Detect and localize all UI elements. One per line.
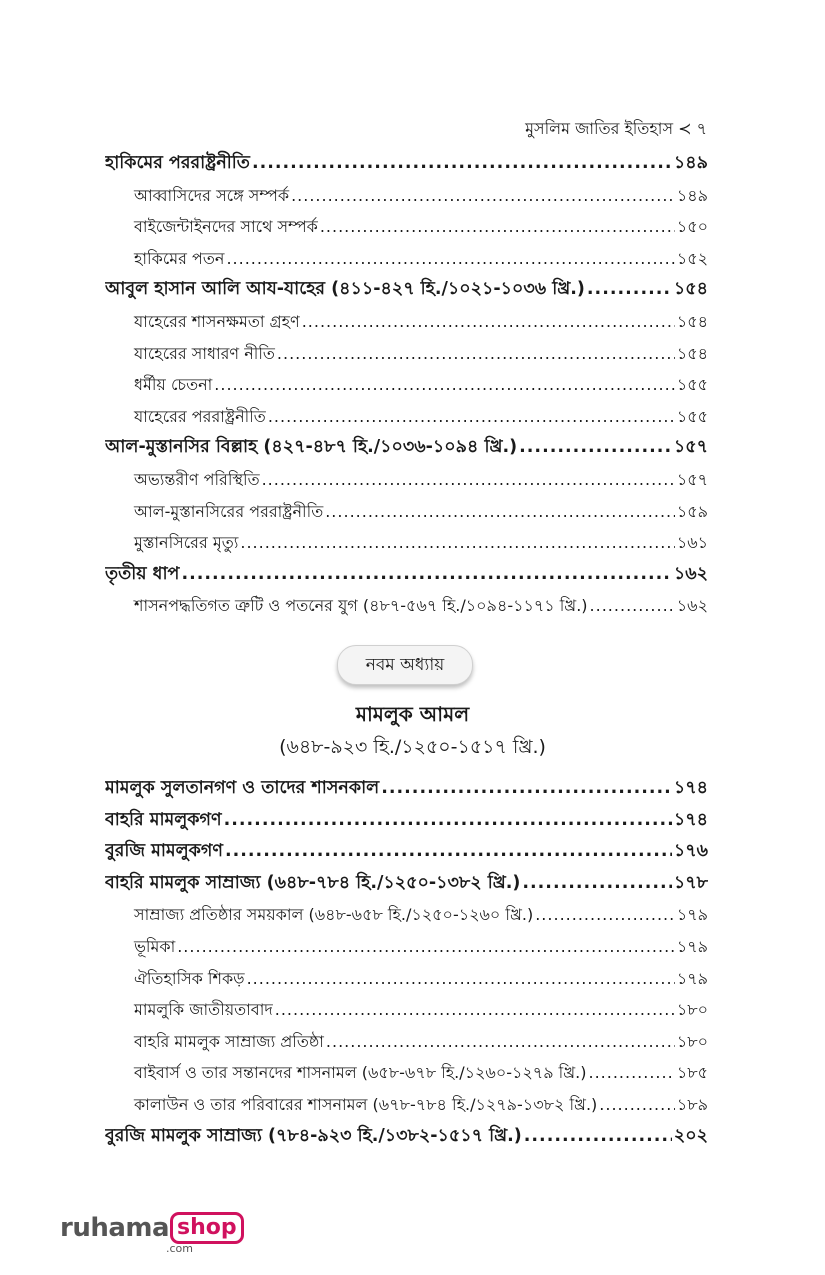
dot-leader	[226, 243, 674, 275]
toc-entry	[105, 836, 708, 868]
toc-entry-page: ১৫৪	[673, 279, 708, 300]
toc-entry-page: ১৫০	[676, 217, 708, 237]
toc-entry-page: ১৭৪	[673, 778, 708, 798]
toc-entry-page: ১৬১	[676, 533, 708, 553]
toc-entry	[105, 931, 708, 963]
toc-entry-page: ১৭৯	[676, 936, 708, 956]
watermark-logo	[60, 1212, 244, 1255]
dot-leader	[240, 527, 674, 559]
toc-entry-title: কালাউন ও তার পরিবারের শাসনামল (৬৭৮-৭৮৪ হি./১২৭৯-১৩৮২ খ্রি.)	[134, 1094, 598, 1114]
toc-list-bottom	[105, 773, 708, 1152]
toc-entry-page: ১৪৯	[673, 153, 708, 173]
dot-leader	[214, 369, 675, 401]
toc-entry-title: মামলুক সুলতানগণ ও তাদের শাসনকাল	[105, 778, 380, 798]
toc-entry-page: ১৭৪	[673, 809, 708, 830]
toc-entry	[105, 1057, 708, 1089]
toc-entry-page: ১৮৫	[676, 1063, 708, 1083]
watermark-brand: ruhama	[60, 1213, 170, 1243]
toc-entry-title: বাহরি মামলুক সাম্রাজ্য (৬৪৮-৭৮৪ হি./১২৫০-১৩৮২ খ্রি.)	[105, 872, 521, 893]
toc-entry	[105, 401, 708, 433]
toc-entry-title: বুরজি মামলুক সাম্রাজ্য (৭৮৪-৯২৩ হি./১৩৮২-১৫১৭ খ্রি.)	[105, 1125, 522, 1146]
toc-entry-title: যাহেরের পররাষ্ট্রনীতি	[134, 406, 266, 426]
dot-leader	[590, 590, 675, 622]
toc-entry-title: আব্বাসিদের সঙ্গে সম্পর্ক	[134, 185, 290, 205]
toc-entry	[105, 1121, 708, 1153]
toc-entry-title: আবুল হাসান আলি আয-যাহের (৪১১-৪২৭ হি./১০২১-১০৩৬ খ্রি.)	[105, 279, 585, 300]
toc-entry-page: ১৭৬	[673, 841, 708, 862]
dot-leader	[326, 1026, 675, 1058]
toc-entry-title: মামলুকি জাতীয়তাবাদ	[134, 1000, 273, 1020]
toc-entry-title: ভূমিকা	[134, 936, 176, 956]
dot-leader	[535, 899, 675, 931]
toc-entry-title: মুস্তানসিরের মৃত্যু	[134, 533, 239, 553]
toc-entry-page: ১৫৪	[676, 311, 708, 331]
dot-leader	[522, 868, 672, 900]
toc-entry-page: ১৫৭	[676, 469, 708, 489]
dot-leader	[277, 338, 675, 370]
toc-entry	[105, 994, 708, 1026]
toc-entry	[105, 496, 708, 528]
dot-leader	[381, 773, 672, 805]
running-header: মুসলিম জাতির ইতিহাস ≺ ৭	[525, 119, 707, 138]
toc-entry	[105, 369, 708, 401]
toc-entry-page: ১৭৮	[673, 872, 708, 893]
toc-entry-title: যাহেরের সাধারণ নীতি	[134, 343, 275, 363]
toc-entry-title: যাহেরের শাসনক্ষমতা গ্রহণ	[134, 311, 300, 331]
toc-entry-title: বাহরি মামলুকগণ	[105, 809, 222, 830]
toc-entry-title: তৃতীয় ধাপ	[105, 563, 180, 584]
dot-leader	[320, 211, 675, 243]
toc-entry	[105, 243, 708, 275]
dot-leader	[524, 1121, 672, 1153]
toc-entry-title: হাকিমের পতন	[134, 248, 225, 268]
chapter-badge: নবম অধ্যায়	[337, 645, 473, 685]
toc-entry	[105, 963, 708, 995]
toc-entry-title: বাইজেন্টাইনদের সাথে সম্পর্ক	[134, 217, 318, 237]
toc-entry	[105, 527, 708, 559]
toc-entry	[105, 559, 708, 591]
dot-leader	[224, 805, 672, 837]
toc-entry-title: আল-মুস্তানসির বিল্লাহ (৪২৭-৪৮৭ হি./১০৩৬-১০৯৪ খ্রি.)	[105, 437, 518, 458]
toc-entry	[105, 274, 708, 306]
toc-entry	[105, 868, 708, 900]
watermark-shop: shop	[170, 1212, 244, 1244]
chapter-title: মামলুক আমল	[355, 702, 470, 726]
toc-entry	[105, 899, 708, 931]
dot-leader	[262, 464, 675, 496]
toc-entry-title: বাহরি মামলুক সাম্রাজ্য প্রতিষ্ঠা	[134, 1031, 324, 1051]
dot-leader	[291, 180, 675, 212]
dot-leader	[275, 994, 675, 1026]
toc-entry-page: ১৫৯	[676, 501, 708, 521]
toc-entry-title: ঐতিহাসিক শিকড়	[134, 968, 245, 988]
dot-leader	[302, 306, 675, 338]
watermark-domain: .com	[166, 1242, 193, 1255]
toc-entry-page: ২০২	[673, 1125, 708, 1146]
dot-leader	[599, 1089, 675, 1121]
toc-entry-page: ১৫৫	[676, 406, 708, 426]
toc-entry	[105, 464, 708, 496]
toc-entry-page: ১৫৫	[676, 375, 708, 395]
toc-entry-title: অভ্যন্তরীণ পরিস্থিতি	[134, 469, 260, 489]
toc-entry-title: বুরজি মামলুকগণ	[105, 841, 223, 862]
dot-leader	[588, 1057, 674, 1089]
toc-entry-page: ১৫২	[676, 248, 708, 268]
toc-entry-page: ১৬২	[673, 563, 708, 584]
toc-entry-page: ১৮০	[676, 1031, 708, 1051]
toc-entry-page: ১৫৭	[673, 437, 708, 458]
dot-leader	[325, 496, 675, 528]
dot-leader	[519, 432, 672, 464]
toc-entry-page: ১৫৪	[676, 343, 708, 363]
dot-leader	[247, 963, 675, 995]
toc-entry-page: ১৮০	[676, 1000, 708, 1020]
toc-entry	[105, 805, 708, 837]
toc-entry-title: শাসনপদ্ধতিগত ত্রুটি ও পতনের যুগ (৪৮৭-৫৬৭ হি./১০৯৪-১১৭১ খ্রি.)	[134, 596, 588, 616]
toc-entry	[105, 211, 708, 243]
toc-entry-page: ১৬২	[676, 596, 708, 616]
dot-leader	[268, 401, 675, 433]
toc-entry	[105, 590, 708, 622]
dot-leader	[177, 931, 675, 963]
toc-entry-page: ১৪৯	[676, 185, 708, 205]
toc-list-top	[105, 148, 708, 622]
dot-leader	[587, 274, 672, 306]
toc-entry	[105, 1089, 708, 1121]
chapter-subtitle: (৬৪৮-৯২৩ হি./১২৫০-১৫১৭ খ্রি.)	[279, 736, 546, 758]
toc-entry	[105, 180, 708, 212]
dot-leader	[225, 836, 672, 868]
toc-entry	[105, 338, 708, 370]
toc-entry-title: বাইবার্স ও তার সন্তানদের শাসনামল (৬৫৮-৬৭৮ হি./১২৬০-১২৭৯ খ্রি.)	[134, 1063, 587, 1083]
toc-entry-title: সাম্রাজ্য প্রতিষ্ঠার সময়কাল (৬৪৮-৬৫৮ হি./১২৫০-১২৬০ খ্রি.)	[134, 905, 534, 925]
toc-entry-title: আল-মুস্তানসিরের পররাষ্ট্রনীতি	[134, 501, 324, 521]
dot-leader	[252, 148, 672, 180]
toc-entry	[105, 306, 708, 338]
toc-entry-page: ১৮৯	[676, 1094, 708, 1114]
toc-entry	[105, 148, 708, 180]
toc-entry	[105, 432, 708, 464]
toc-entry-title: ধর্মীয় চেতনা	[134, 375, 213, 395]
toc-entry	[105, 1026, 708, 1058]
toc-entry-title: হাকিমের পররাষ্ট্রনীতি	[105, 153, 250, 173]
dot-leader	[181, 559, 671, 591]
toc-entry-page: ১৭৯	[676, 905, 708, 925]
toc-entry-page: ১৭৯	[676, 968, 708, 988]
toc-entry	[105, 773, 708, 805]
